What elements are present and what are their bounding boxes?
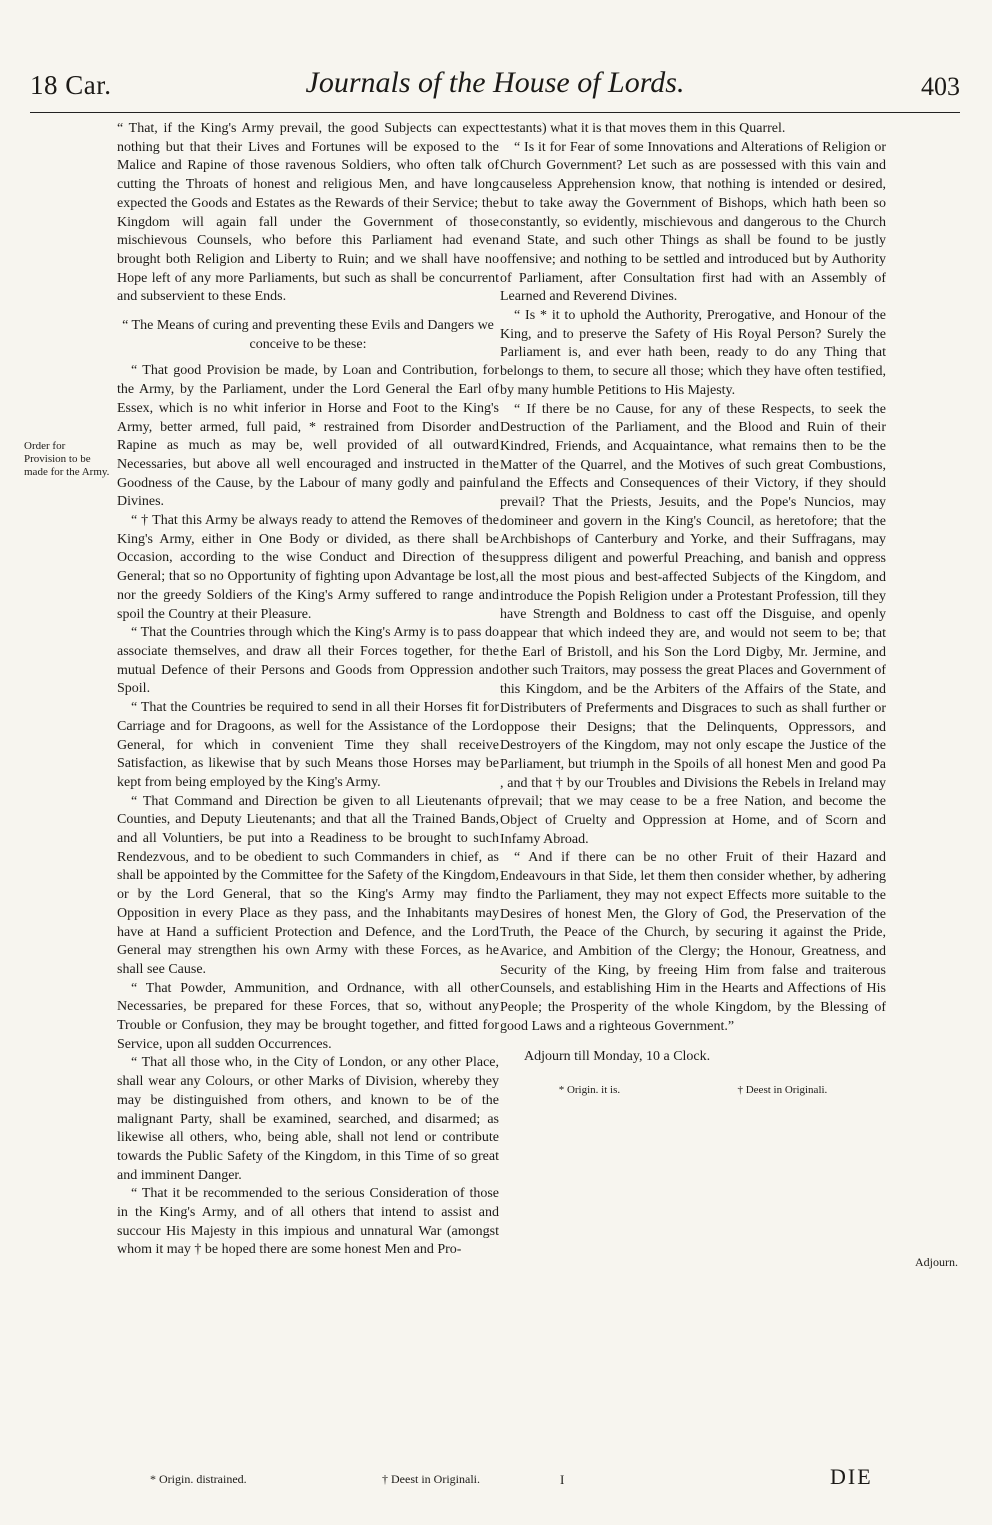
adjourn-line: Adjourn till Monday, 10 a Clock.: [524, 1049, 711, 1065]
left-column: [117, 120, 499, 1460]
catchword: DIE: [830, 1464, 873, 1489]
paragraph: “ † That this Army be always ready to attend the Removes of the King's Army, either in One Body or divided, as there shall be Occasion, according to the wise Conduct and Direction of the General; that so no Opportunity of fighting upon Advantage be lost, nor the greedy Soldiers of the King's Army suffered to range and spoil the Country at their Pleasure.: [117, 513, 499, 622]
page-title: Journals of the House of Lords.: [305, 66, 685, 99]
left-footnotes: [150, 1472, 480, 1487]
paragraph: “ That it be recommended to the serious Consideration of those in the King's Army, and of all others that intend to assist and succour His Majesty in this impious and unnatural War (amongst whom it may † be hoped there are some honest Men and Pro-: [117, 1186, 499, 1258]
page-header: [30, 66, 960, 110]
paragraph: “ Is * it to uphold the Authority, Prerogative, and Honour of the King, and to preserve the Safety of His Royal Person? Surely the Parliament is, and ever hath been, ready to do any Thing that belongs to them, to secure all those; which they have often testified, by many humble Petitions to His Majesty.: [500, 308, 886, 398]
section-heading: “ The Means of curing and preventing these Evils and Dangers we conceive to be these:: [122, 318, 494, 352]
paragraph: “ That Powder, Ammunition, and Ordnance, with all other Necessaries, be prepared for these Forces, that so, without any Trouble or Confusion, they may be brought together, and fitted for Service, upon all sudden Occurrences.: [117, 980, 499, 1052]
paragraph: “ That, if the King's Army prevail, the good Subjects can expect nothing but that their Lives and Fortunes will be exposed to the Malice and Rapine of those ravenous Soldiers, who often talk of cutting the Throats of honest and religious Men, and have long expected the Goods and Estates as the Rewards of their Service; the Kingdom will again fall under the Government of those mischievous Counsels, who before this Parliament had even brought both Religion and Liberty to Ruin; and we shall have no Hope left of any more Parliaments, but such as shall be concurrent and subservient to these Ends.: [117, 121, 499, 305]
right-column: [500, 120, 886, 1460]
footnote: † Deest in Originali.: [737, 1084, 828, 1097]
header-rule: [30, 112, 960, 113]
page-number: 403: [921, 72, 960, 101]
margin-note-provision: Order for Provision to be made for the Army.: [24, 440, 110, 478]
paragraph: “ And if there can be no other Fruit of their Hazard and Endeavours in that Side, let them then consider whether, by adhering to the Parliament, they may not expect Effects more suitable to the Desires of honest Men, the Glory of God, the Preservation of the Truth, the Peace of the Church, by securing it against the Pride, Avarice, and Ambition of the Clergy; the Honour, Greatness, and Security of the King, by freeing Him from false and traiterous Counsels, and establishing Him in the Hearts and Affections of His People; the Prosperity of the whole Kingdom, by the Blessing of good Laws and a righteous Government.”: [500, 850, 886, 1034]
paragraph: “ That all those who, in the City of London, or any other Place, shall wear any Colours, or other Marks of Division, whereby they may be distinguished from others, and known to be of the malignant Party, shall be examined, searched, and disarmed; as likewise all others, who, being able, shall not lend or contribute towards the Public Safety of the Kingdom, in this Time of so great and imminent Danger.: [117, 1055, 499, 1183]
paragraph: “ That the Countries be required to send in all their Horses fit for Carriage and for Dragoons, as well for the Assistance of the Lord General, for which in convenient Time they shall receive Satisfaction, as likewise that by such Means those Horses may be kept from being employed by the King's Army.: [117, 700, 499, 790]
regnal-year: 18 Car.: [30, 70, 112, 100]
paragraph: “ That the Countries through which the King's Army is to pass do associate themselves, and draw all their Forces together, for the mutual Defence of their Persons and Goods from Oppression and Spoil.: [117, 625, 499, 697]
footnote: * Origin. it is.: [558, 1084, 621, 1097]
signature-mark: I: [560, 1472, 565, 1487]
paragraph: “ Is it for Fear of some Innovations and Alterations of Religion or Church Government? Let such as are possessed with this vain and causeless Apprehension know, that nothing is intended or desired, but to take away the Government of Bishops, which hath been so constantly, so evidently, mischievous and dangerous to the Church and State, and such other Things as shall be found to be justly offensive; and nothing to be settled and introduced but by Authority of Parliament, after Consultation first had with an Assembly of Learned and Reverend Divines.: [500, 139, 886, 305]
margin-note-adjourn: Adjourn.: [915, 1255, 958, 1269]
paragraph: testants) what it is that moves them in this Quarrel.: [500, 121, 786, 136]
paragraph: “ That Command and Direction be given to all Lieutenants of Counties, and Deputy Lieutenants; and that all the Trained Bands, and all Voluntiers, be put into a Readiness to be brought to such Rendezvous, and to be obedient to such Commanders in chief, as shall be appointed by the Committee for the Safety of the Kingdom, or by the Lord General, that so the King's Army may find Opposition in every Place as they pass, and the Inhabitants may have at Hand a sufficient Protection and Defence, and the Lord General may strengthen his own Army with these Forces, as he shall see Cause.: [117, 793, 499, 977]
footnote: † Deest in Originali.: [382, 1472, 480, 1486]
footnote: * Origin. distrained.: [150, 1472, 247, 1486]
paragraph: “ That good Provision be made, by Loan and Contribution, for the Army, by the Parliament, under the Lord General the Earl of Essex, which is no whit inferior in Horse and Foot to the King's Army, better armed, full paid, * restrained from Disorder and Rapine as much as may be, well provided of all outward Necessaries, but above all well encouraged and instructed in the Goodness of the Cause, by the Labour of many godly and painful Divines.: [117, 363, 499, 510]
right-footnotes: [500, 1081, 886, 1100]
paragraph: “ If there be no Cause, for any of these Respects, to seek the Destruction of the Parliament, and the Blood and Ruin of their Kindred, Friends, and Acquaintance, what remains then to be the Matter of the Quarrel, and the Motives of such great Combustions, and the Effects and Consequences of their Victory, if they should prevail? That the Priests, Jesuits, and the Pope's Nuncios, may domineer and govern in the King's Council, as heretofore; that the Archbishops of Canterbury and Yorke, and their Suffragans, may suppress diligent and powerful Preaching, and banish and oppress all the most pious and best-affected Subjects of the Kingdom, and introduce the Popish Religion under a Protestant Profession, till they have Strength and Boldness to cast off the Disguise, and openly appear that which indeed they are, and would not seem to be; that the Earl of Bristoll, and his Son the Lord Digby, Mr. Jermine, and other such Traitors, may possess the great Places and Government of this Kingdom, and be the Arbiters of the Affairs of the State, and Distributers of Preferments and Disgraces to such as shall further or oppose their Designs; that the Delinquents, Oppressors, and Destroyers of the Kingdom, may not only escape the Justice of the Parliament, but triumph in the Spoils of all honest Men and good Pa , and that † by our Troubles and Divisions the Rebels in Ireland may prevail; that we may cease to be a free Nation, and become the Object of Cruelty and Oppression at Home, and of Scorn and Infamy Abroad.: [500, 401, 886, 847]
